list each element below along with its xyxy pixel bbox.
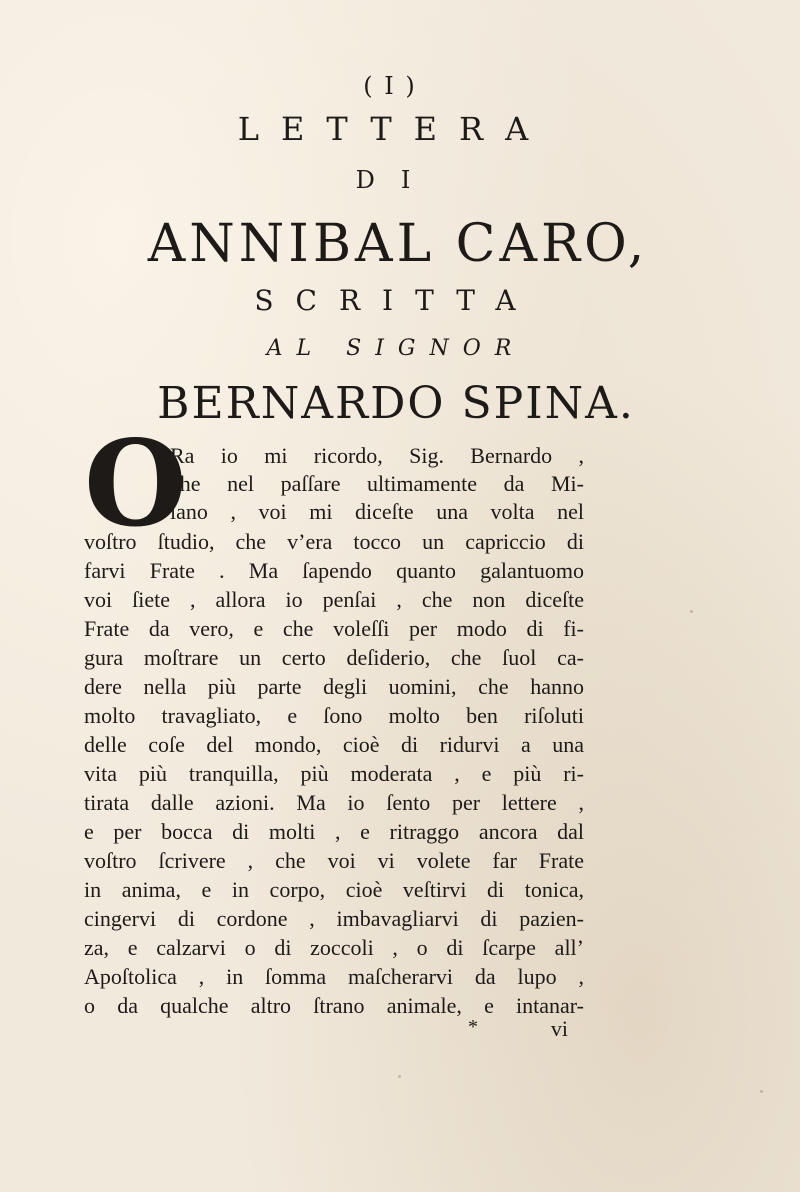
- text-line: tirata dalle azioni. Ma io ſento per lettere ,: [84, 790, 584, 815]
- text-line: che nel paſſare ultimamente da Mi-: [170, 471, 584, 496]
- text-line: vita più tranquilla, più moderata , e più ri-: [84, 761, 584, 786]
- title-scritta: SCRITTA: [254, 284, 538, 317]
- text-line: Frate da vero, e che voleſſi per modo di fi-: [84, 616, 584, 641]
- text-line: gura moſtrare un certo deſiderio, che ſuol ca-: [84, 645, 584, 670]
- signature-mark: *: [468, 1016, 478, 1038]
- paper-speck: [760, 1090, 763, 1093]
- title-recipient-name: BERNARDO SPINA.: [157, 378, 635, 429]
- text-line: voi ſiete , allora io penſai , che non diceſte: [84, 587, 584, 612]
- text-line: Ra io mi ricordo, Sig. Bernardo ,: [170, 443, 584, 468]
- footer-line: [84, 1016, 584, 1044]
- text-line: lano , voi mi diceſte una volta nel: [170, 499, 584, 524]
- text-line: e per bocca di molti , e ritraggo ancora dal: [84, 819, 584, 844]
- text-line: za, e calzarvi o di zoccoli , o di ſcarpe all’: [84, 935, 584, 960]
- paper-speck: [398, 1075, 401, 1078]
- catchword: vi: [550, 1016, 568, 1041]
- text-line: molto travagliato, e ſono molto ben riſoluti: [84, 703, 584, 728]
- text-line: voſtro ſtudio, che v’era tocco un capriccio di: [84, 529, 584, 554]
- title-al-signor: AL SIGNOR: [266, 336, 526, 361]
- text-line: o da qualche altro ſtrano animale, e intanar-: [84, 993, 584, 1018]
- drop-cap: O: [84, 414, 187, 553]
- page-number: ( I ): [363, 72, 417, 100]
- text-line: farvi Frate . Ma ſapendo quanto galantuomo: [84, 558, 584, 583]
- text-line: delle coſe del mondo, cioè di ridurvi a una: [84, 732, 584, 757]
- title-lettera: LETTERA: [237, 110, 551, 148]
- text-line: voſtro ſcrivere , che voi vi volete far Frate: [84, 848, 584, 873]
- text-line: cingervi di cordone , imbavagliarvi di pazien-: [84, 906, 584, 931]
- title-author-name: ANNIBAL CARO,: [147, 214, 649, 274]
- text-line: dere nella più parte degli uomini, che hanno: [84, 674, 584, 699]
- text-line: in anima, e in corpo, cioè veſtirvi di tonica,: [84, 877, 584, 902]
- title-di: DI: [355, 166, 437, 194]
- text-line: Apoſtolica , in ſomma maſcherarvi da lupo ,: [84, 964, 584, 989]
- paper-speck: [690, 610, 693, 613]
